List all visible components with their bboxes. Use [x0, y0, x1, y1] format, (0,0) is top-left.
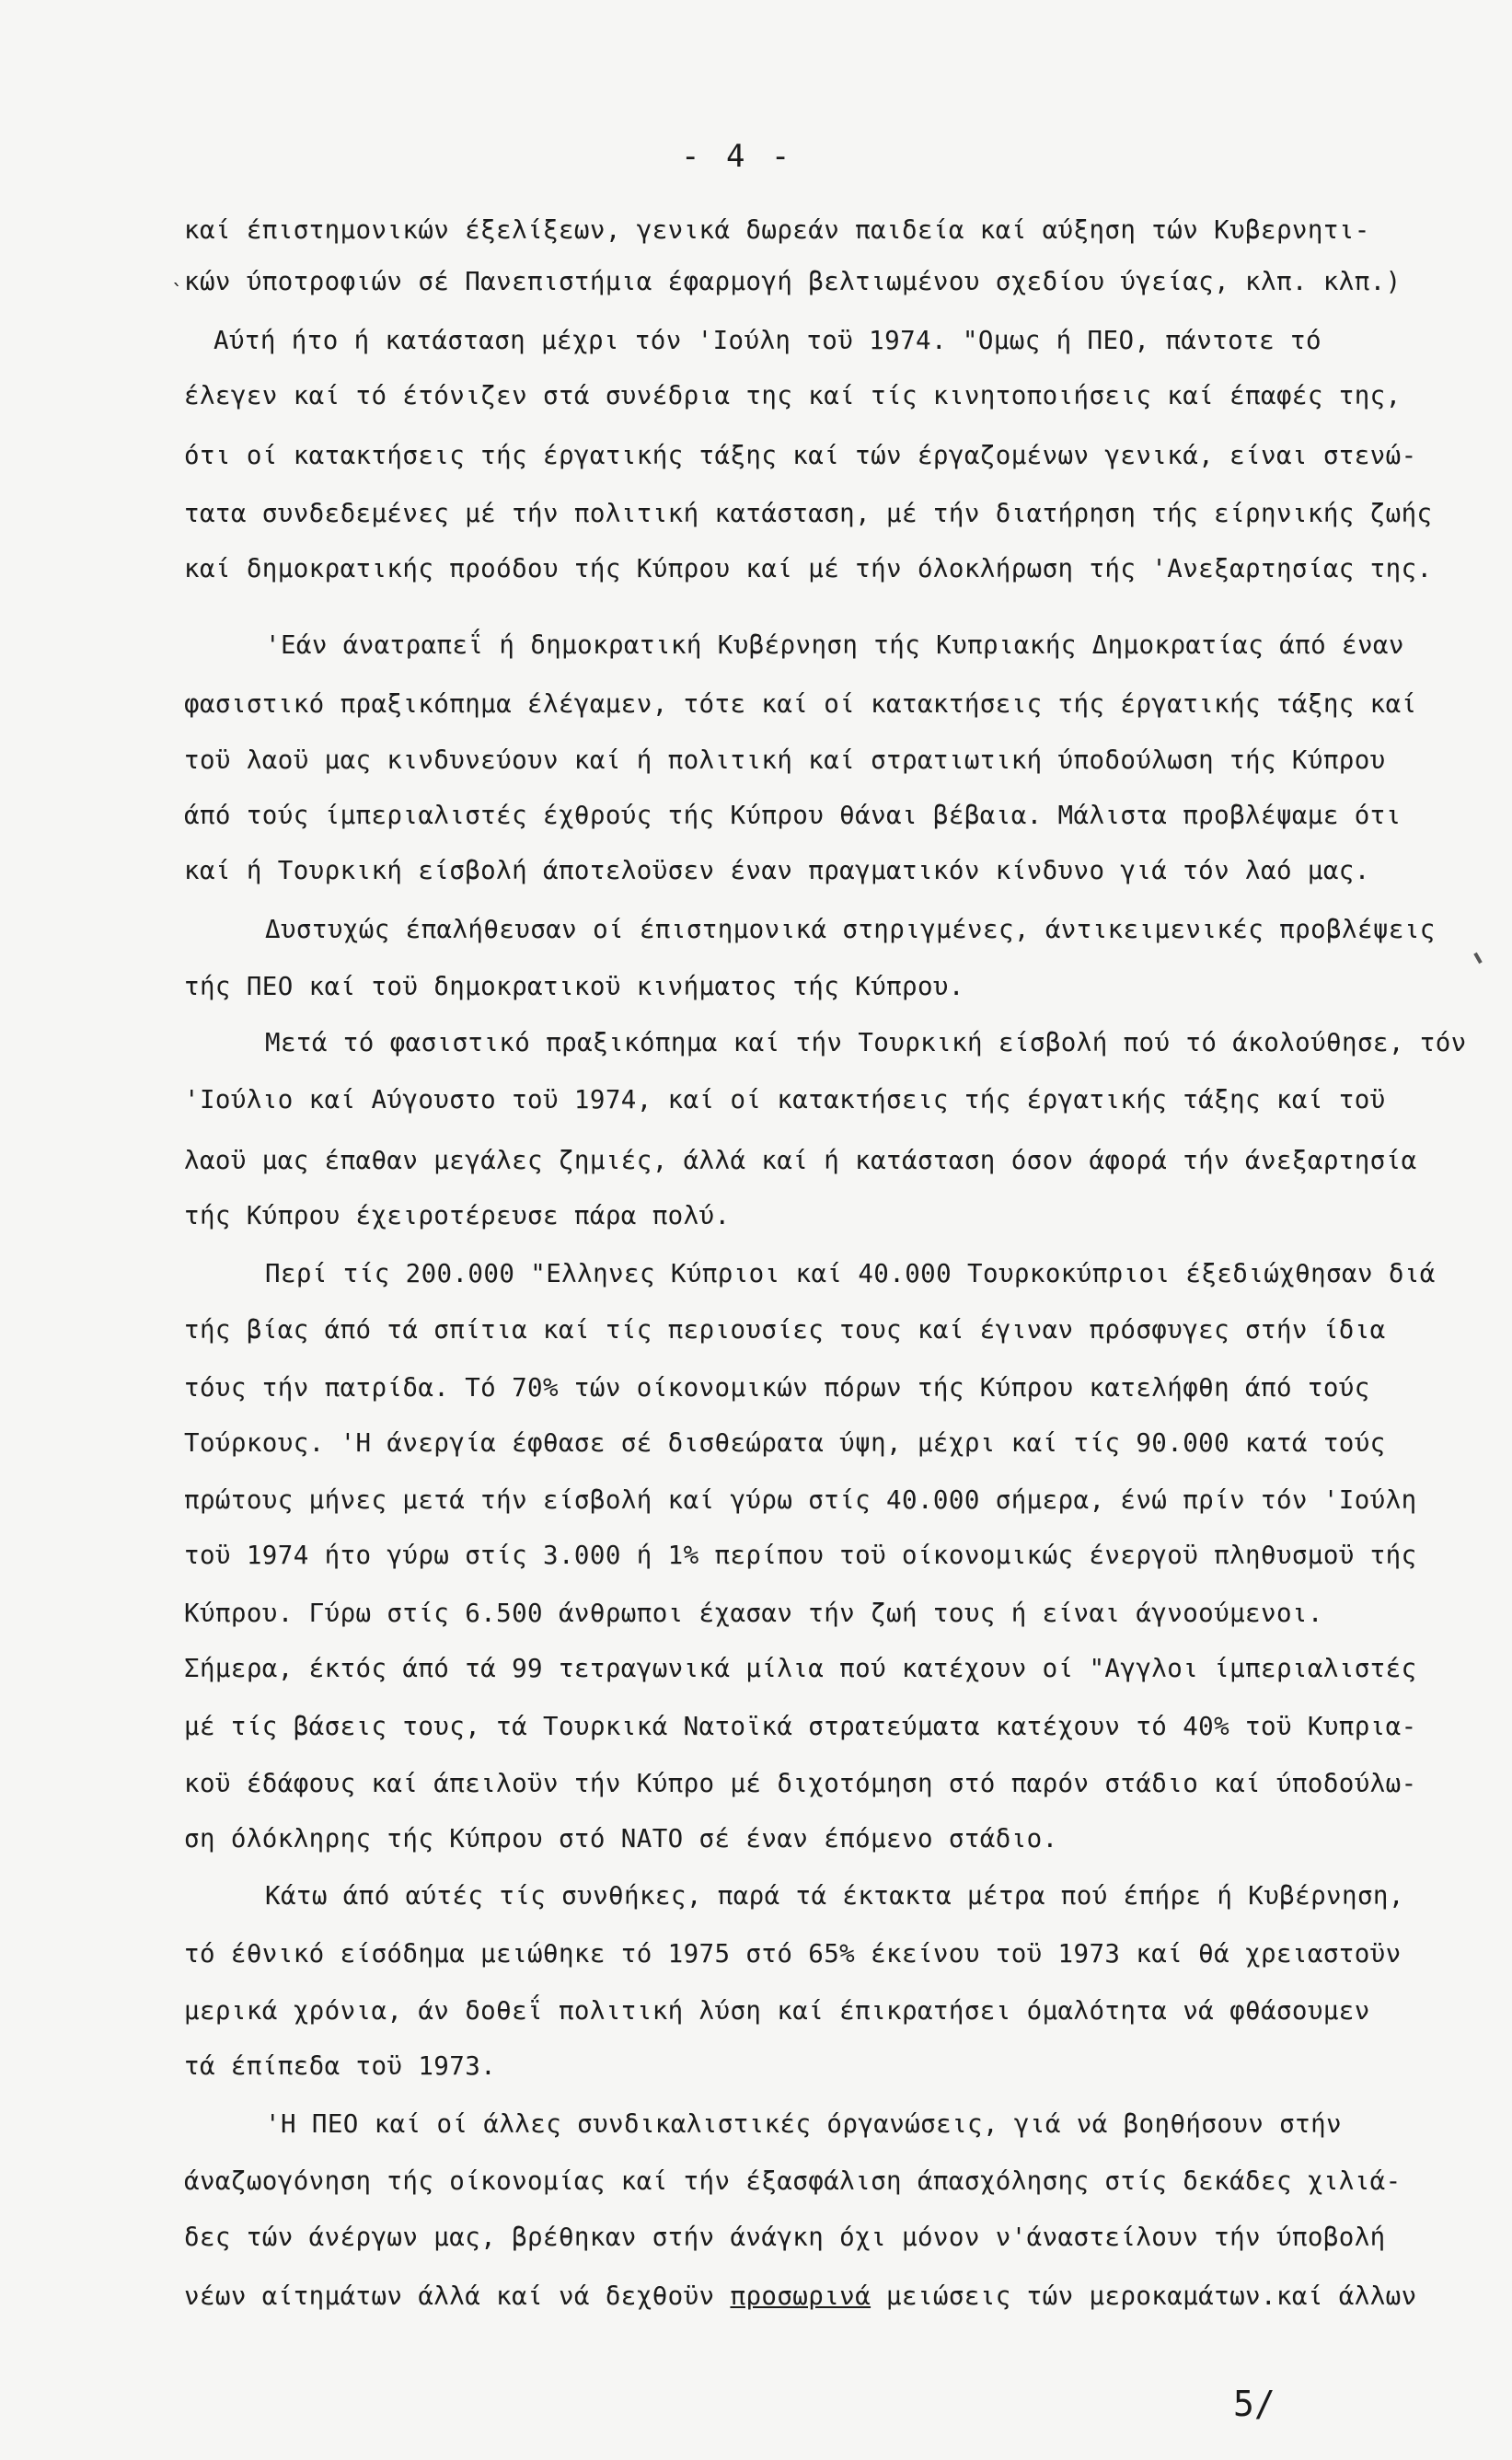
text-line: καί ή Τουρκική είσβολή άποτελοϋσεν έναν πραγματικόν κίνδυνο γιά τόν λαό μας. [184, 856, 1370, 885]
text-line: ση όλόκληρης τής Κύπρου στό ΝΑΤΟ σέ έναν έπόμενο στάδιο. [184, 1824, 1058, 1854]
text-line: άναζωογόνηση τής οίκονομίας καί τήν έξασφάλιση άπασχόλησης στίς δεκάδες χιλιά- [184, 2166, 1402, 2196]
text-line: πρώτους μήνες μετά τήν είσβολή καί γύρω στίς 40.000 σήμερα, ένώ πρίν τόν 'Ιούλη [184, 1485, 1417, 1515]
text-line: Σήμερα, έκτός άπό τά 99 τετραγωνικά μίλια πού κατέχουν οί "Αγγλοι ίμπεριαλιστές [184, 1654, 1417, 1683]
text-fragment: μειώσεις τών μεροκαμάτων.καί άλλων [871, 2281, 1417, 2311]
text-line: τοϋ λαοϋ μας κινδυνεύουν καί ή πολιτική καί στρατιωτική ύποδούλωση τής Κύπρου [184, 745, 1386, 775]
text-line: λαοϋ μας έπαθαν μεγάλες ζημιές, άλλά καί ή κατάσταση όσον άφορά τήν άνεξαρτησία [184, 1146, 1417, 1175]
text-line: 'Η ΠΕΟ καί οί άλλες συνδικαλιστικές όργανώσεις, γιά νά βοηθήσουν στήν [265, 2109, 1342, 2139]
text-line: ότι οί κατακτήσεις τής έργατικής τάξης καί τών έργαζομένων γενικά, είναι στενώ- [184, 441, 1417, 470]
text-line: κοϋ έδάφους καί άπειλοϋν τήν Κύπρο μέ διχοτόμηση στό παρόν στάδιο καί ύποδούλω- [184, 1769, 1417, 1798]
text-line: τής ΠΕΟ καί τοϋ δημοκρατικοϋ κινήματος τής Κύπρου. [184, 972, 964, 1001]
text-line: άπό τούς ίμπεριαλιστές έχθρούς τής Κύπρου θάναι βέβαια. Μάλιστα προβλέψαμε ότι [184, 801, 1402, 830]
text-line: έλεγεν καί τό έτόνιζεν στά συνέδρια της καί τίς κινητοποιήσεις καί έπαφές της, [184, 381, 1402, 410]
page-number: - 4 - [681, 138, 794, 175]
text-line: καί δημοκρατικής προόδου τής Κύπρου καί μέ τήν όλοκλήρωση τής 'Ανεξαρτησίας της. [184, 554, 1433, 583]
text-line: Δυστυχώς έπαλήθευσαν οί έπιστημονικά στηριγμένες, άντικειμενικές προβλέψεις [265, 915, 1436, 944]
text-line: τής Κύπρου έχειροτέρευσε πάρα πολύ. [184, 1201, 731, 1230]
text-line: τατα συνδεδεμένες μέ τήν πολιτική κατάσταση, μέ τήν διατήρηση τής είρηνικής ζωής [184, 499, 1433, 528]
text-line: τόυς τήν πατρίδα. Τό 70% τών οίκονομικών πόρων τής Κύπρου κατελήφθη άπό τούς [184, 1373, 1370, 1403]
text-line: κών ύποτροφιών σέ Πανεπιστήμια έφαρμογή βελτιωμένου σχεδίου ύγείας, κλπ. κλπ.) [184, 267, 1402, 296]
text-line: τό έθνικό είσόδημα μειώθηκε τό 1975 στό 65% έκείνου τοϋ 1973 καί θά χρειαστοϋν [184, 1939, 1402, 1969]
text-line: φασιστικό πραξικόπημα έλέγαμεν, τότε καί οί κατακτήσεις τής έργατικής τάξης καί [184, 689, 1417, 719]
text-fragment: νέων αίτημάτων άλλά καί νά δεχθοϋν [184, 2281, 731, 2311]
text-line: τοϋ 1974 ήτο γύρω στίς 3.000 ή 1% περίπου τοϋ οίκονομικώς ένεργοϋ πληθυσμοϋ τής [184, 1541, 1417, 1570]
text-line: 'Εάν άνατραπεΐ ή δημοκρατική Κυβέρνηση τής Κυπριακής Δημοκρατίας άπό έναν [265, 630, 1404, 660]
scan-mark [1473, 953, 1482, 964]
text-line: 'Ιούλιο καί Αύγουστο τοϋ 1974, καί οί κατακτήσεις τής έργατικής τάξης καί τοϋ [184, 1085, 1386, 1115]
stray-mark: ` [171, 282, 184, 305]
text-line: καί έπιστημονικών έξελίξεων, γενικά δωρεάν παιδεία καί αύξηση τών Κυβερνητι- [184, 215, 1370, 245]
text-line: Περί τίς 200.000 "Ελληνες Κύπριοι καί 40.000 Τουρκοκύπριοι έξεδιώχθησαν διά [265, 1259, 1436, 1288]
text-line: Κάτω άπό αύτές τίς συνθήκες, παρά τά έκτακτα μέτρα πού έπήρε ή Κυβέρνηση, [265, 1881, 1404, 1911]
underlined-word: προσωρινά [730, 2281, 871, 2311]
text-line: μέ τίς βάσεις τους, τά Τουρκικά Νατοϊκά στρατεύματα κατέχουν τό 40% τοϋ Κυπρια- [184, 1712, 1417, 1741]
text-line: Μετά τό φασιστικό πραξικόπημα καί τήν Τουρκική είσβολή πού τό άκολούθησε, τόν [265, 1028, 1467, 1057]
text-line: Αύτή ήτο ή κατάσταση μέχρι τόν 'Ιούλη τοϋ 1974. "Ομως ή ΠΕΟ, πάντοτε τό [214, 326, 1322, 355]
text-line-last [184, 2280, 1417, 2313]
text-line: τής βίας άπό τά σπίτια καί τίς περιουσίες τους καί έγιναν πρόσφυγες στήν ίδια [184, 1315, 1386, 1345]
continuation-marker: 5/ [1233, 2384, 1275, 2424]
text-line: Κύπρου. Γύρω στίς 6.500 άνθρωποι έχασαν τήν ζωή τους ή είναι άγνοούμενοι. [184, 1599, 1323, 1628]
text-line: μερικά χρόνια, άν δοθεΐ πολιτική λύση καί έπικρατήσει όμαλότητα νά φθάσουμεν [184, 1996, 1370, 2026]
text-line: τά έπίπεδα τοϋ 1973. [184, 2051, 497, 2081]
text-line: δες τών άνέργων μας, βρέθηκαν στήν άνάγκη όχι μόνον ν'άναστείλουν τήν ύποβολή [184, 2223, 1386, 2252]
text-line: Τούρκους. 'Η άνεργία έφθασε σέ δισθεώρατα ύψη, μέχρι καί τίς 90.000 κατά τούς [184, 1428, 1386, 1458]
